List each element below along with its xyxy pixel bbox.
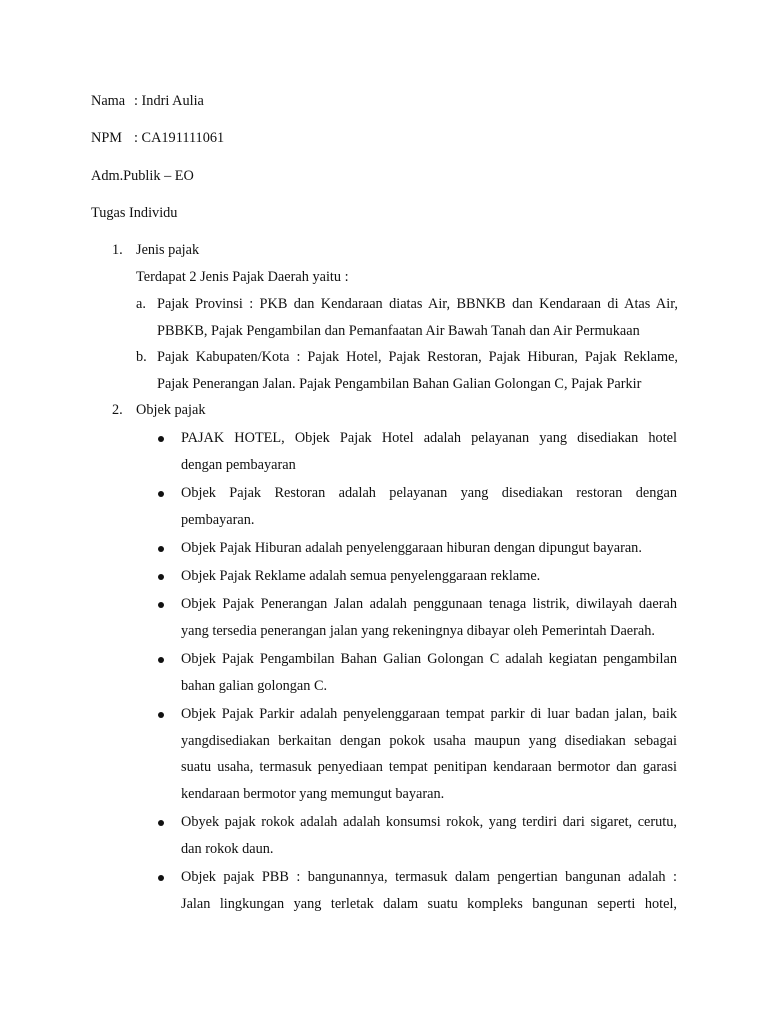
nama-label: Nama bbox=[91, 93, 126, 109]
bullet-icon bbox=[158, 875, 164, 881]
bullet-7-line-2: yangdisediakan berkaitan dengan pokok usaha maupun yang disediakan sebagai bbox=[181, 733, 677, 749]
bullet-icon bbox=[158, 546, 164, 552]
bullet-1-line-2: dengan pembayaran bbox=[181, 457, 296, 473]
item-a-line-1: Pajak Provinsi : PKB dan Kendaraan diatas Air, BBNKB dan Kendaraan di Atas Air, bbox=[157, 296, 678, 312]
task-title: Tugas Individu bbox=[91, 205, 178, 221]
bullet-2-line-2: pembayaran. bbox=[181, 512, 255, 528]
bullet-9-line-1: Objek pajak PBB : bangunannya, termasuk dalam pengertian bangunan adalah : bbox=[181, 869, 677, 885]
bullet-9-line-2: Jalan lingkungan yang terletak dalam suatu kompleks bangunan seperti hotel, bbox=[181, 896, 677, 912]
bullet-2-line-1: Objek Pajak Restoran adalah pelayanan yang disediakan restoran dengan bbox=[181, 485, 677, 501]
program-line: Adm.Publik – EO bbox=[91, 168, 194, 184]
bullet-5-line-1: Objek Pajak Penerangan Jalan adalah penggunaan tenaga listrik, diwilayah daerah bbox=[181, 596, 677, 612]
bullet-5-line-2: yang tersedia penerangan jalan yang rekeningnya dibayar oleh Pemerintah Daerah. bbox=[181, 623, 655, 639]
bullet-6-line-1: Objek Pajak Pengambilan Bahan Galian Golongan C adalah kegiatan pengambilan bbox=[181, 651, 677, 667]
section1-title: Jenis pajak bbox=[136, 242, 200, 258]
bullet-icon bbox=[158, 712, 164, 718]
bullet-icon bbox=[158, 574, 164, 580]
bullet-3-line-1: Objek Pajak Hiburan adalah penyelenggaraan hiburan dengan dipungut bayaran. bbox=[181, 540, 642, 556]
bullet-8-line-1: Obyek pajak rokok adalah adalah konsumsi rokok, yang terdiri dari sigaret, cerutu, bbox=[181, 814, 677, 830]
bullet-7-line-4: kendaraan bermotor yang memungut bayaran. bbox=[181, 786, 445, 802]
section2-title: Objek pajak bbox=[136, 402, 206, 418]
bullet-1-line-1: PAJAK HOTEL, Objek Pajak Hotel adalah pelayanan yang disediakan hotel bbox=[181, 430, 677, 446]
bullet-icon bbox=[158, 436, 164, 442]
item-a-line-2: PBBKB, Pajak Pengambilan dan Pemanfaatan Air Bawah Tanah dan Air Permukaan bbox=[157, 323, 640, 339]
bullet-7-line-1: Objek Pajak Parkir adalah penyelenggaraan tempat parkir di luar badan jalan, baik bbox=[181, 706, 677, 722]
item-a-marker: a. bbox=[136, 296, 146, 312]
item-b-marker: b. bbox=[136, 349, 147, 365]
bullet-4-line-1: Objek Pajak Reklame adalah semua penyelenggaraan reklame. bbox=[181, 568, 541, 584]
bullet-8-line-2: dan rokok daun. bbox=[181, 841, 274, 857]
item-b-line-1: Pajak Kabupaten/Kota : Pajak Hotel, Pajak Restoran, Pajak Hiburan, Pajak Reklame, bbox=[157, 349, 678, 365]
section1-number: 1. bbox=[112, 242, 123, 258]
bullet-icon bbox=[158, 820, 164, 826]
section2-number: 2. bbox=[112, 402, 123, 418]
npm-value: : CA191111061 bbox=[134, 130, 225, 146]
item-b-line-2: Pajak Penerangan Jalan. Pajak Pengambilan Bahan Galian Golongan C, Pajak Parkir bbox=[157, 376, 642, 392]
bullet-icon bbox=[158, 491, 164, 497]
nama-value: : Indri Aulia bbox=[134, 93, 204, 109]
section1-intro: Terdapat 2 Jenis Pajak Daerah yaitu : bbox=[136, 269, 349, 285]
bullet-7-line-3: suatu usaha, termasuk penyediaan tempat penitipan kendaraan bermotor dan garasi bbox=[181, 759, 677, 775]
bullet-6-line-2: bahan galian golongan C. bbox=[181, 678, 328, 694]
bullet-icon bbox=[158, 657, 164, 663]
bullet-icon bbox=[158, 602, 164, 608]
npm-label: NPM bbox=[91, 130, 122, 146]
